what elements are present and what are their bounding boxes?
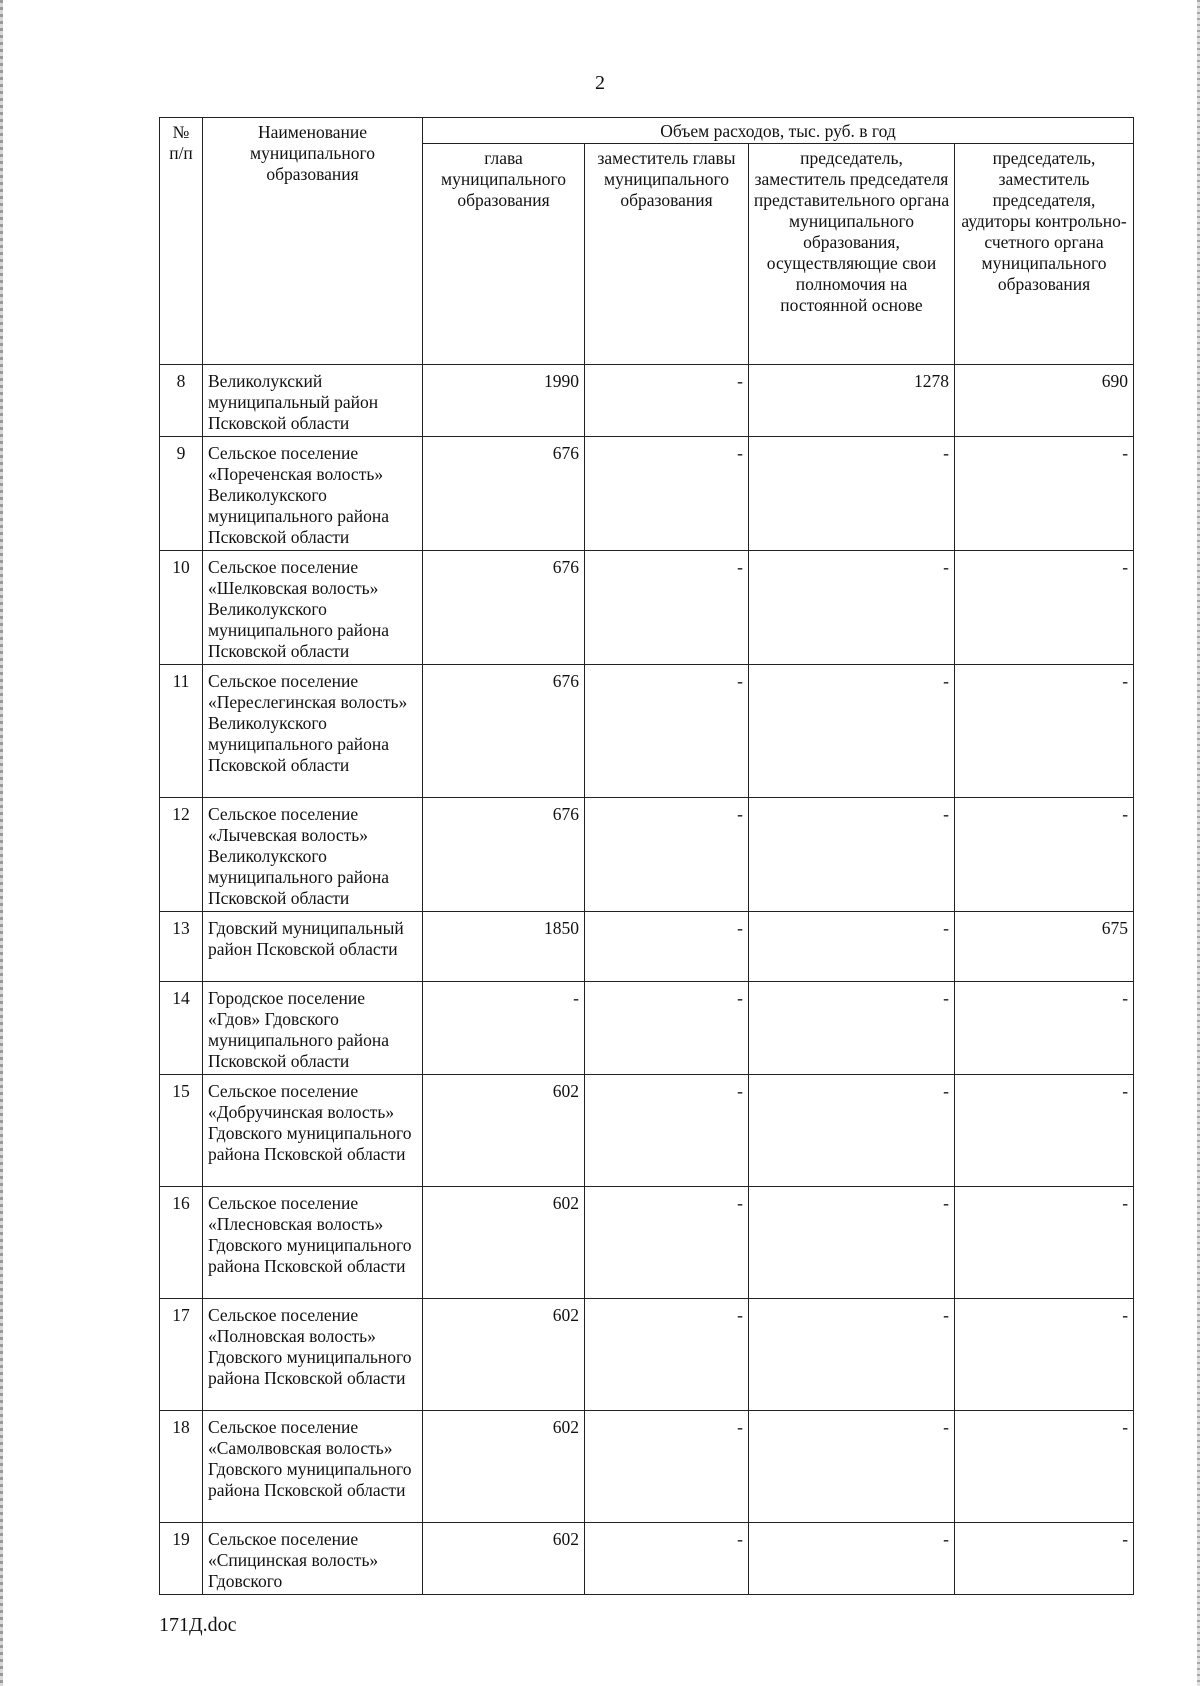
row-value: -: [585, 1411, 749, 1523]
row-name: Городское поселение «Гдов» Гдовского муниципального района Псковской области: [203, 982, 423, 1075]
row-value: 675: [955, 912, 1134, 982]
row-value: -: [749, 1075, 955, 1187]
row-value: -: [749, 551, 955, 665]
header-deputy-head: заместитель главы муниципального образования: [585, 144, 749, 365]
row-value: -: [585, 1075, 749, 1187]
row-value: -: [955, 1075, 1134, 1187]
row-value: -: [585, 665, 749, 798]
row-value: -: [749, 982, 955, 1075]
header-head: глава муниципального образования: [423, 144, 585, 365]
header-audit-chair: председатель, заместитель председателя, аудиторы контрольно-счетного органа муниципального образования: [955, 144, 1134, 365]
table-header-row: [160, 118, 1134, 144]
table-row: [160, 365, 1134, 437]
row-name: Сельское поселение «Переслегинская волость» Великолукского муниципального района Псковской области: [203, 665, 423, 798]
row-value: -: [955, 1411, 1134, 1523]
header-council-chair: председатель, заместитель председателя представительного органа муниципального образования, осуществляющие свои полномочия на постоянной основе: [749, 144, 955, 365]
row-value: 602: [423, 1299, 585, 1411]
table-row: [160, 1075, 1134, 1187]
table-row: [160, 437, 1134, 551]
table-row: [160, 798, 1134, 912]
header-name: Наименование муниципального образования: [203, 118, 423, 365]
table-row: [160, 1187, 1134, 1299]
row-value: -: [955, 982, 1134, 1075]
row-number: 10: [160, 551, 203, 665]
table-row: [160, 982, 1134, 1075]
row-number: 12: [160, 798, 203, 912]
row-value: 676: [423, 798, 585, 912]
table-row: [160, 1411, 1134, 1523]
row-value: 1278: [749, 365, 955, 437]
table-row: [160, 665, 1134, 798]
table-row: [160, 1299, 1134, 1411]
row-value: 602: [423, 1075, 585, 1187]
row-value: -: [955, 798, 1134, 912]
row-value: -: [585, 1187, 749, 1299]
row-name: Сельское поселение «Шелковская волость» Великолукского муниципального района Псковской области: [203, 551, 423, 665]
row-value: -: [749, 1411, 955, 1523]
table-row: [160, 551, 1134, 665]
row-value: -: [955, 437, 1134, 551]
row-value: -: [423, 982, 585, 1075]
row-number: 11: [160, 665, 203, 798]
row-number: 9: [160, 437, 203, 551]
row-name: Сельское поселение «Пореченская волость» Великолукского муниципального района Псковской области: [203, 437, 423, 551]
row-number: 15: [160, 1075, 203, 1187]
header-expenses-group: Объем расходов, тыс. руб. в год: [423, 118, 1134, 144]
row-value: -: [749, 1299, 955, 1411]
row-value: -: [749, 1187, 955, 1299]
expenses-table: [159, 117, 1134, 1595]
table-row: [160, 912, 1134, 982]
row-value: -: [749, 798, 955, 912]
row-number: 14: [160, 982, 203, 1075]
row-name: Великолукский муниципальный район Псковской области: [203, 365, 423, 437]
row-value: -: [585, 1299, 749, 1411]
row-value: 1990: [423, 365, 585, 437]
row-value: 602: [423, 1411, 585, 1523]
row-name: Гдовский муниципальный район Псковской области: [203, 912, 423, 982]
row-value: 690: [955, 365, 1134, 437]
row-name: Сельское поселение «Самолвовская волость» Гдовского муниципального района Псковской области: [203, 1411, 423, 1523]
row-value: 676: [423, 665, 585, 798]
header-number: № п/п: [160, 118, 203, 365]
row-name: Сельское поселение «Лычевская волость» Великолукского муниципального района Псковской области: [203, 798, 423, 912]
row-value: -: [585, 437, 749, 551]
row-value: 676: [423, 551, 585, 665]
row-number: 19: [160, 1523, 203, 1595]
table-body: [160, 365, 1134, 1595]
row-value: -: [585, 365, 749, 437]
row-number: 18: [160, 1411, 203, 1523]
row-number: 13: [160, 912, 203, 982]
row-value: -: [749, 912, 955, 982]
page-number: 2: [595, 72, 605, 94]
row-value: -: [955, 551, 1134, 665]
row-value: 602: [423, 1187, 585, 1299]
table-row: [160, 1523, 1134, 1595]
row-value: -: [585, 982, 749, 1075]
row-name: Сельское поселение «Плесновская волость» Гдовского муниципального района Псковской области: [203, 1187, 423, 1299]
footer-file-name: 171Д.doc: [159, 1614, 237, 1636]
row-name: Сельское поселение «Спицинская волость» Гдовского: [203, 1523, 423, 1595]
row-number: 16: [160, 1187, 203, 1299]
row-value: -: [749, 1523, 955, 1595]
row-number: 8: [160, 365, 203, 437]
row-value: -: [749, 437, 955, 551]
row-value: -: [585, 798, 749, 912]
row-name: Сельское поселение «Добручинская волость» Гдовского муниципального района Псковской области: [203, 1075, 423, 1187]
row-value: -: [585, 912, 749, 982]
scan-edge-left: [0, 0, 3, 1686]
row-value: -: [585, 1523, 749, 1595]
row-value: -: [955, 1187, 1134, 1299]
row-value: -: [955, 665, 1134, 798]
row-name: Сельское поселение «Полновская волость» Гдовского муниципального района Псковской области: [203, 1299, 423, 1411]
row-value: 676: [423, 437, 585, 551]
row-number: 17: [160, 1299, 203, 1411]
row-value: -: [955, 1299, 1134, 1411]
row-value: -: [749, 665, 955, 798]
row-value: -: [955, 1523, 1134, 1595]
row-value: 602: [423, 1523, 585, 1595]
row-value: -: [585, 551, 749, 665]
row-value: 1850: [423, 912, 585, 982]
